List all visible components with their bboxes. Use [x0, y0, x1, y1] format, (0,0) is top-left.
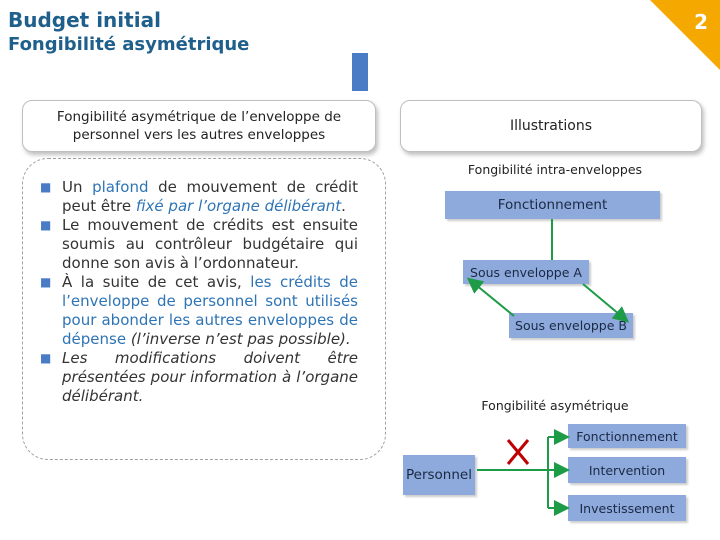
personnel-label: Personnel	[406, 467, 472, 483]
investissement-label: Investissement	[579, 500, 675, 516]
page-number: 2	[694, 10, 708, 34]
bullet-text: Un	[62, 178, 93, 196]
page-subtitle: Fongibilité asymétrique	[8, 34, 250, 55]
asym-connectors	[477, 437, 566, 508]
bullet-text: les crédits de l’enveloppe de personnel sont utilisés pour abonder les autres enveloppes de dépense	[62, 273, 358, 348]
intra-connectors	[470, 219, 626, 320]
intra-envelope-label: Fongibilité intra-enveloppes	[467, 162, 643, 177]
bullet-text: Le mouvement de crédits est ensuite soumis au contrôleur budgétaire qui donne son avis à l’ordonnateur.	[62, 216, 358, 272]
bullet-text: plafond	[92, 178, 149, 196]
sous-enveloppe-a-label: Sous enveloppe A	[470, 264, 582, 280]
asym-fonctionnement-label: Fonctionnement	[576, 428, 678, 444]
left-panel-header-text: Fongibilité asymétrique de l’enveloppe de personnel vers les autres enveloppes	[56, 109, 342, 143]
bullet-text: (l’inverse n’est pas possible).	[126, 330, 351, 348]
sous-enveloppe-b-label: Sous enveloppe B	[515, 318, 627, 333]
intervention-label: Intervention	[588, 462, 666, 478]
page-title: Budget initial	[8, 8, 161, 32]
bullet-text: Les modifications doivent être présentées pour information à l’organe délibérant.	[62, 349, 358, 405]
fonctionnement-label: Fonctionnement	[497, 197, 608, 213]
bullet-text: À la suite de cet avis,	[62, 273, 251, 291]
bullet-text: .	[341, 197, 346, 215]
bullet-text: de mouvement de crédit peut être	[62, 178, 358, 215]
arrow-b-to-a	[470, 280, 514, 316]
arrow-a-to-b	[583, 284, 626, 320]
bullet-text: fixé par l’organe délibérant	[135, 197, 342, 215]
forbidden-cross-icon	[508, 440, 528, 464]
asymmetric-label: Fongibilité asymétrique	[481, 398, 629, 413]
right-panel-header-text: Illustrations	[509, 118, 592, 134]
